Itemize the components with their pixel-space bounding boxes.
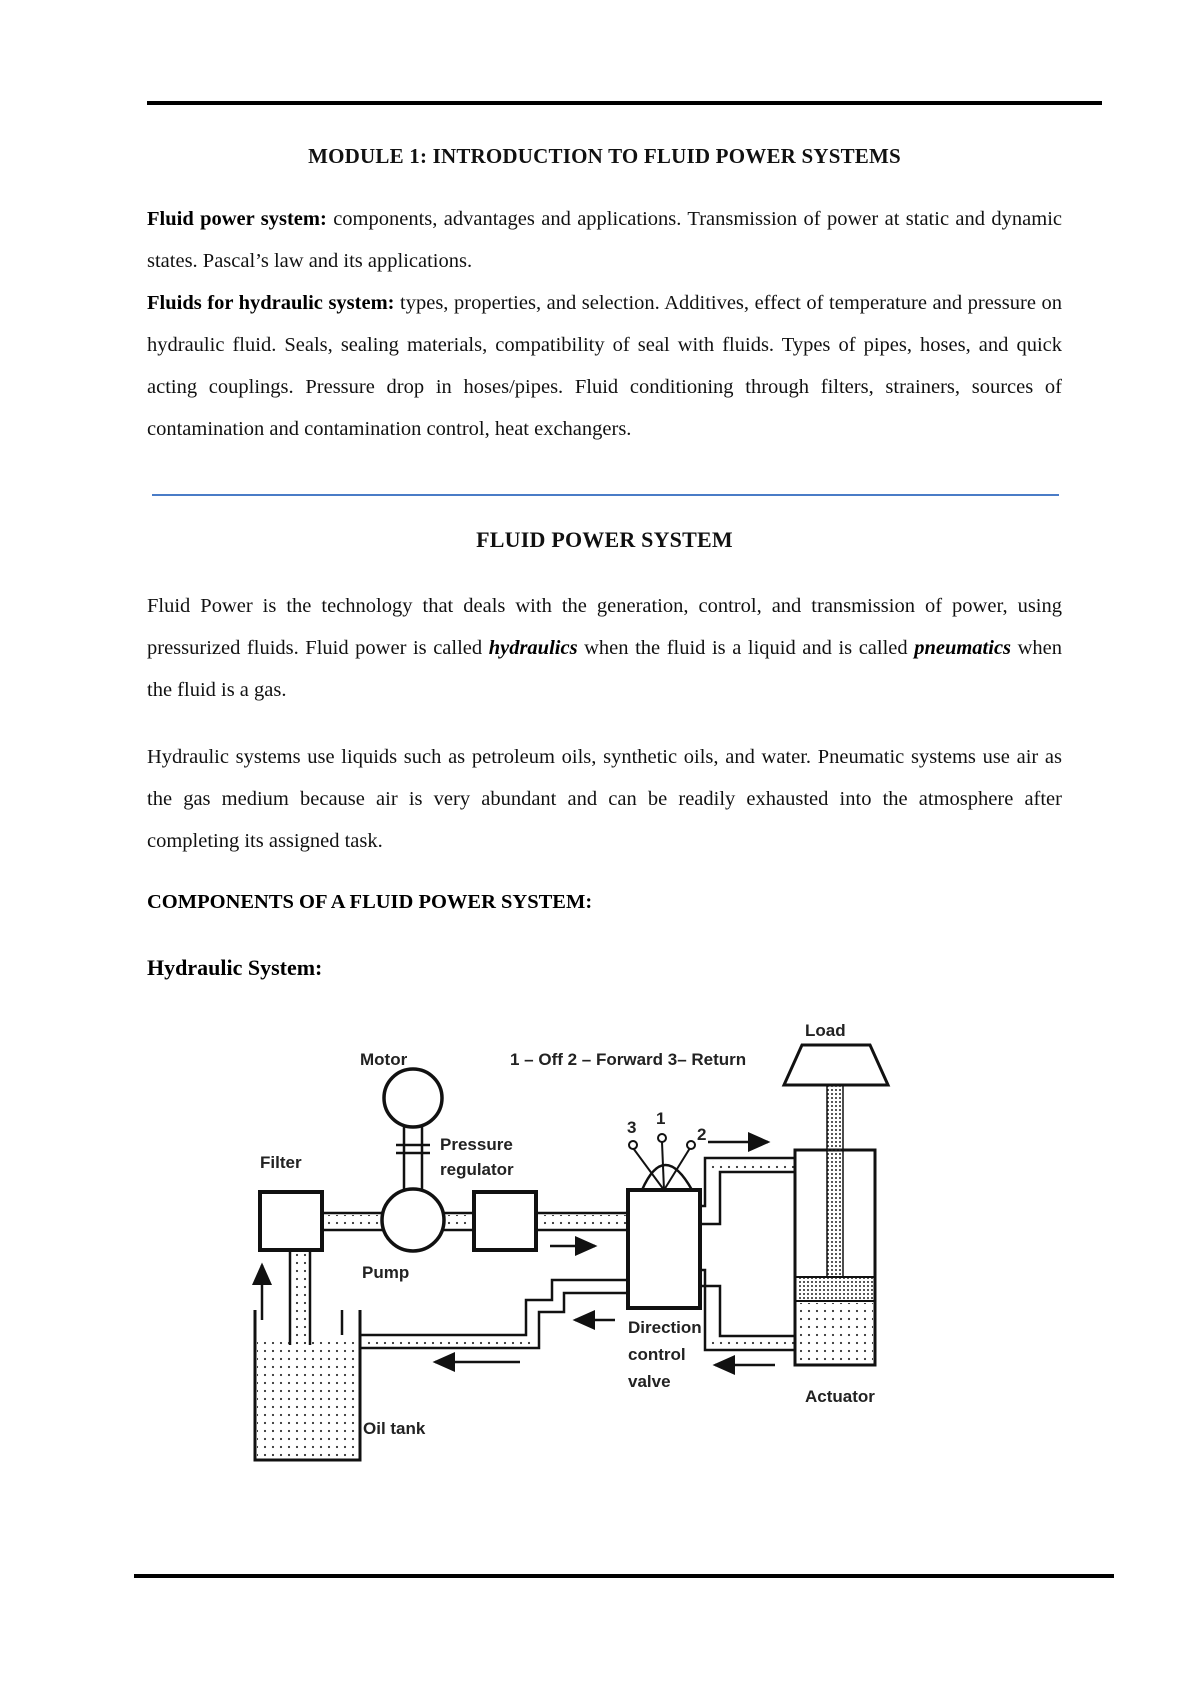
top-rule bbox=[147, 101, 1102, 105]
actuator-label: Actuator bbox=[805, 1387, 875, 1406]
syllabus-term-1: Fluid power system: bbox=[147, 208, 327, 230]
intro-paragraph bbox=[147, 585, 1062, 711]
load-label: Load bbox=[805, 1021, 846, 1040]
actuator-cylinder bbox=[795, 1085, 875, 1365]
regulator-label: regulator bbox=[440, 1160, 514, 1179]
motor bbox=[384, 1069, 442, 1192]
pressure-label: Pressure bbox=[440, 1135, 513, 1154]
filter-label: Filter bbox=[260, 1153, 302, 1172]
hydraulic-pneumatic-paragraph: Hydraulic systems use liquids such as petroleum oils, synthetic oils, and water. Pneumatic systems use air as the gas medium because air is very abundant and can be readily exhausted into the atmosphere after completing its assigned task. bbox=[147, 746, 1062, 852]
motor-label: Motor bbox=[360, 1050, 408, 1069]
direction-control-valve bbox=[628, 1134, 700, 1308]
load bbox=[784, 1045, 888, 1085]
valve-position-legend: 1 – Off 2 – Forward 3– Return bbox=[510, 1050, 747, 1069]
syllabus-text-1: components, advantages and applications. Transmission of power at static and dynamic states. Pascal’s law and its applications. bbox=[147, 208, 1062, 272]
oil-tank-label: Oil tank bbox=[363, 1419, 426, 1438]
syllabus-term-2: Fluids for hydraulic system: bbox=[147, 292, 395, 314]
syllabus-paragraph-1 bbox=[147, 198, 1062, 282]
filter-box bbox=[260, 1192, 322, 1250]
components-heading: COMPONENTS OF A FLUID POWER SYSTEM: bbox=[147, 891, 593, 913]
syllabus-paragraph-2 bbox=[147, 282, 1062, 450]
direction-label: Direction bbox=[628, 1318, 702, 1337]
hydraulics-term: hydraulics bbox=[488, 637, 578, 659]
intro-text-3: when the fluid is a gas. bbox=[147, 637, 1062, 701]
control-label: control bbox=[628, 1345, 686, 1364]
section-divider bbox=[152, 494, 1059, 496]
position-3-label: 3 bbox=[627, 1118, 637, 1137]
pneumatics-term: pneumatics bbox=[914, 637, 1012, 659]
bottom-rule bbox=[134, 1574, 1114, 1578]
section-title: FLUID POWER SYSTEM bbox=[476, 527, 733, 552]
intro-text-1: Fluid Power is the technology that deals with the generation, control, and transmission of power, using pressurized fluids. Fluid power is called bbox=[147, 595, 1062, 659]
actuator-return-line bbox=[700, 1270, 795, 1365]
pump bbox=[382, 1189, 444, 1251]
forward-line bbox=[700, 1142, 795, 1224]
position-1-label: 1 bbox=[656, 1109, 666, 1128]
suction-line bbox=[262, 1250, 310, 1345]
hydraulic-system-diagram bbox=[230, 1020, 970, 1480]
pump-label: Pump bbox=[362, 1263, 410, 1282]
position-2-label: 2 bbox=[697, 1125, 707, 1144]
pressure-regulator-box bbox=[474, 1192, 536, 1250]
module-title: MODULE 1: INTRODUCTION TO FLUID POWER SYSTEMS bbox=[308, 144, 901, 168]
return-line bbox=[342, 1280, 628, 1362]
syllabus-text-2: types, properties, and selection. Additives, effect of temperature and pressure on hydraulic fluid. Seals, sealing materials, compatibility of seal with fluids. Types of pipes, hoses, and quick acting couplings. Pressure drop in hoses/pipes. Fluid conditioning through filters, strainers, sources of contamination and contamination control, heat exchangers. bbox=[147, 292, 1062, 440]
valve-label: valve bbox=[628, 1372, 671, 1391]
intro-text-2: when the fluid is a liquid and is called bbox=[577, 637, 915, 659]
hydraulic-system-heading: Hydraulic System: bbox=[147, 955, 323, 980]
